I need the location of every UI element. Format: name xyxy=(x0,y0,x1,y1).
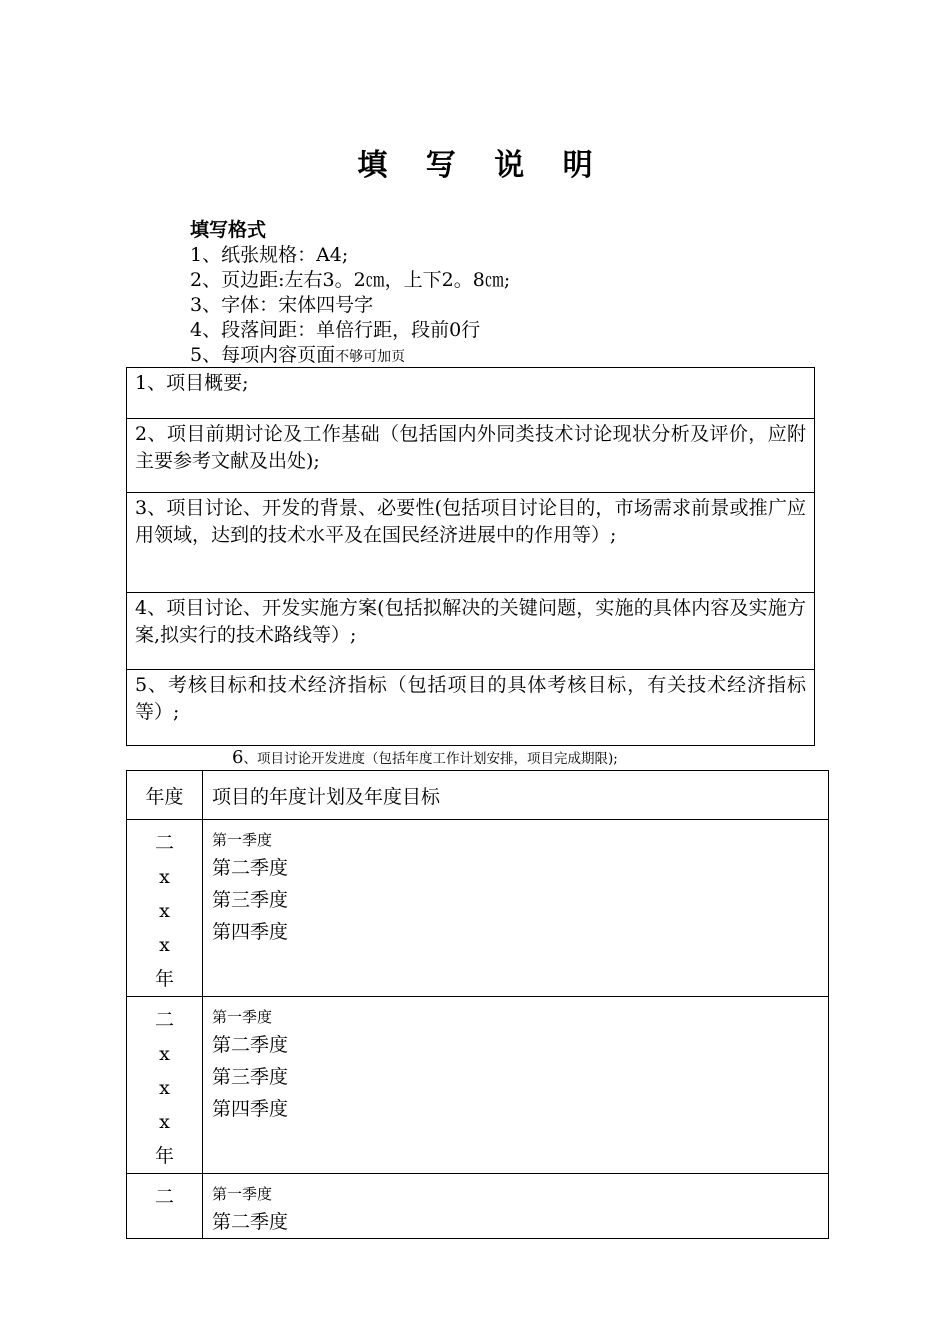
quarter-label: 第三季度 xyxy=(212,889,289,911)
table-row xyxy=(127,1174,829,1239)
year-char: x xyxy=(159,900,170,922)
quarter-label: 第一季度 xyxy=(212,831,273,849)
year-char: 二 xyxy=(154,1186,174,1208)
year-char: x xyxy=(159,866,170,888)
quarters-cell xyxy=(203,1174,829,1239)
table-row xyxy=(127,997,829,1174)
section-1: 1、项目概要; xyxy=(127,368,815,419)
section-6-number: 6 xyxy=(232,747,244,768)
quarters-cell xyxy=(203,820,829,997)
sections-table xyxy=(126,367,815,746)
format-instructions xyxy=(190,218,510,370)
format-item5-main: 5、每项内容页面 xyxy=(190,344,336,366)
format-item: 3、字体：宋体四号字 xyxy=(190,294,374,316)
section-4: 4、项目讨论、开发实施方案(包括拟解决的关键问题，实施的具体内容及实施方案,拟实行的技术路线等）; xyxy=(127,593,815,670)
quarter-label: 第二季度 xyxy=(212,857,289,879)
year-cell xyxy=(127,1174,203,1239)
format-heading: 填写格式 xyxy=(190,219,267,241)
table-row xyxy=(127,670,815,746)
year-cell xyxy=(127,820,203,997)
header-year: 年度 xyxy=(127,771,203,820)
year-char: 年 xyxy=(154,1145,174,1167)
year-char: x xyxy=(159,1111,170,1133)
year-cell xyxy=(127,997,203,1174)
quarter-label: 第一季度 xyxy=(212,1008,273,1026)
format-item: 4、段落间距：单倍行距，段前0行 xyxy=(190,319,481,341)
table-header-row xyxy=(127,771,829,820)
format-item: 1、纸张规格：A4; xyxy=(190,244,349,266)
section-6-text: 、项目讨论开发进度（包括年度工作计划安排，项目完成期限); xyxy=(243,751,618,767)
table-row xyxy=(127,493,815,593)
table-row xyxy=(127,820,829,997)
section-6-heading xyxy=(232,748,618,769)
year-char: 二 xyxy=(154,1009,174,1031)
page-title: 填 写 说 明 xyxy=(357,148,607,183)
format-item: 2、页边距:左右3。2㎝，上下2。8㎝; xyxy=(190,269,511,291)
quarter-label: 第三季度 xyxy=(212,1066,289,1088)
quarter-label: 第二季度 xyxy=(212,1211,289,1233)
quarter-label: 第二季度 xyxy=(212,1034,289,1056)
quarter-label: 第四季度 xyxy=(212,921,289,943)
section-3: 3、项目讨论、开发的背景、必要性(包括项目讨论目的，市场需求前景或推广应用领域，达到的技术水平及在国民经济进展中的作用等）; xyxy=(127,493,815,593)
table-row xyxy=(127,419,815,493)
table-row xyxy=(127,368,815,419)
year-char: 年 xyxy=(154,968,174,990)
format-item5-note: 不够可加页 xyxy=(335,349,406,365)
header-plan: 项目的年度计划及年度目标 xyxy=(203,771,829,820)
year-char: x xyxy=(159,1043,170,1065)
year-char: 二 xyxy=(154,832,174,854)
year-char: x xyxy=(159,1077,170,1099)
section-2: 2、项目前期讨论及工作基础（包括国内外同类技术讨论现状分析及评价，应附主要参考文献及出处); xyxy=(127,419,815,493)
table-row xyxy=(127,593,815,670)
year-char: x xyxy=(159,934,170,956)
plan-table xyxy=(126,770,829,1239)
section-5: 5、考核目标和技术经济指标（包括项目的具体考核目标，有关技术经济指标等）; xyxy=(127,670,815,746)
format-item xyxy=(190,343,510,370)
quarters-cell xyxy=(203,997,829,1174)
quarter-label: 第一季度 xyxy=(212,1185,273,1203)
quarter-label: 第四季度 xyxy=(212,1098,289,1120)
